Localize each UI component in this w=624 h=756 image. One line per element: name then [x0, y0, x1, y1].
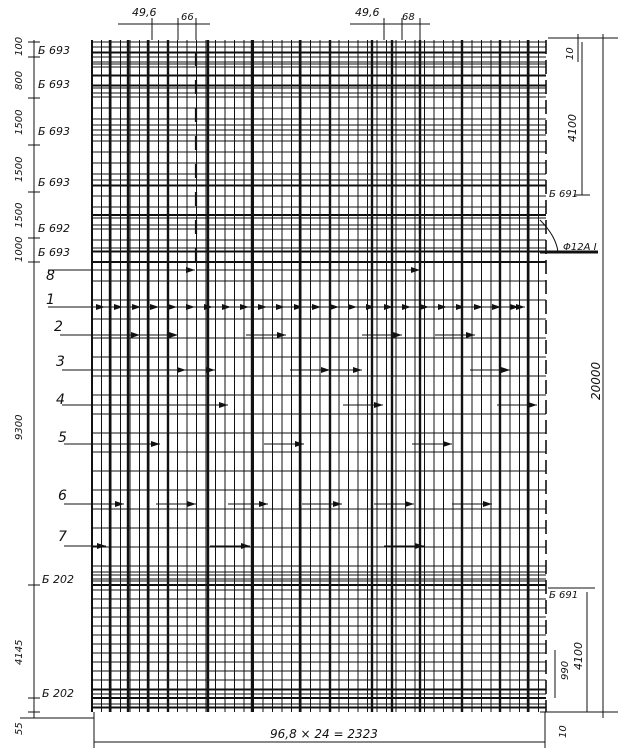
arrow-head [150, 304, 159, 310]
arrow-head [294, 304, 303, 310]
arrow-head [187, 501, 196, 507]
label-b693-2: Б 693 [38, 78, 71, 91]
arrow-head [186, 267, 195, 273]
label-b202-2: Б 202 [42, 687, 75, 700]
arrow-head [168, 304, 177, 310]
right-labels [549, 47, 603, 738]
dim-right-total: 20000 [589, 361, 603, 400]
arrow-head [114, 304, 123, 310]
arrow-head [528, 402, 537, 408]
arrow-head [443, 441, 452, 447]
arrow-head [276, 304, 285, 310]
dim-left-1500a: 1500 [14, 109, 25, 135]
arrow-head [366, 304, 375, 310]
arrow-head [456, 304, 465, 310]
dim-top-a2: 66 [181, 12, 194, 23]
horizontal-bars [92, 42, 546, 708]
label-b693-4: Б 693 [38, 176, 71, 189]
dim-left-4145: 4145 [14, 639, 25, 665]
label-b691-bot: Б 691 [549, 590, 579, 601]
dim-left-9300: 9300 [14, 414, 25, 440]
dim-top-b1: 49,6 [355, 6, 380, 19]
arrow-head [206, 367, 215, 373]
arrow-head [393, 332, 402, 338]
arrow-head [115, 501, 124, 507]
dim-left-1000: 1000 [14, 236, 25, 262]
dim-top-a1: 49,6 [132, 6, 157, 19]
callout-8: 8 [46, 268, 55, 284]
dim-right-bot-small: 990 [560, 660, 571, 680]
callout-2: 2 [54, 319, 63, 335]
left-dimension-labels [14, 37, 25, 735]
label-bar-12: Φ12А I [563, 242, 597, 253]
dim-right-top-small: 10 [565, 47, 576, 60]
callout-6: 6 [58, 488, 67, 504]
label-b692: Б 692 [38, 222, 71, 235]
dim-top-b2: 68 [402, 12, 415, 23]
callout-5: 5 [58, 430, 67, 446]
label-b693-1: Б 693 [38, 44, 71, 57]
arrow-head [222, 304, 231, 310]
label-b202-1: Б 202 [42, 573, 75, 586]
callout-3: 3 [56, 354, 65, 370]
arrow-head [501, 367, 510, 373]
arrow-head [241, 543, 250, 549]
callout-7: 7 [58, 529, 67, 545]
dim-left-100: 100 [14, 36, 25, 56]
top-dimension-labels [132, 6, 415, 23]
dim-left-55: 55 [14, 722, 25, 735]
dim-left-1500c: 1500 [14, 202, 25, 228]
dim-left-800: 800 [14, 70, 25, 90]
arrow-head [374, 402, 383, 408]
callout-numbers [46, 268, 67, 545]
callout-4: 4 [56, 392, 65, 408]
arrow-head [438, 304, 447, 310]
label-b693-5: Б 693 [38, 246, 71, 259]
arrow-head [330, 304, 339, 310]
arrow-head [402, 304, 411, 310]
dim-right-top-span: 4100 [566, 114, 579, 142]
label-b693-3: Б 693 [38, 125, 71, 138]
label-b691-top: Б 691 [549, 189, 579, 200]
dim-bottom-spacing: 96,8 × 24 = 2323 [270, 727, 378, 741]
callout-1: 1 [46, 292, 55, 308]
arrow-head [405, 501, 414, 507]
arrow-head [186, 304, 195, 310]
arrow-head [466, 332, 475, 338]
arrow-head [169, 332, 178, 338]
dim-left-1500b: 1500 [14, 156, 25, 182]
arrow-head [219, 402, 228, 408]
arrow-head [96, 304, 105, 310]
dim-right-bottom-small: 10 [558, 725, 569, 738]
left-bar-labels [38, 44, 74, 700]
arrow-head [348, 304, 357, 310]
arrow-head [333, 501, 342, 507]
dim-right-bot-span: 4100 [572, 642, 585, 670]
